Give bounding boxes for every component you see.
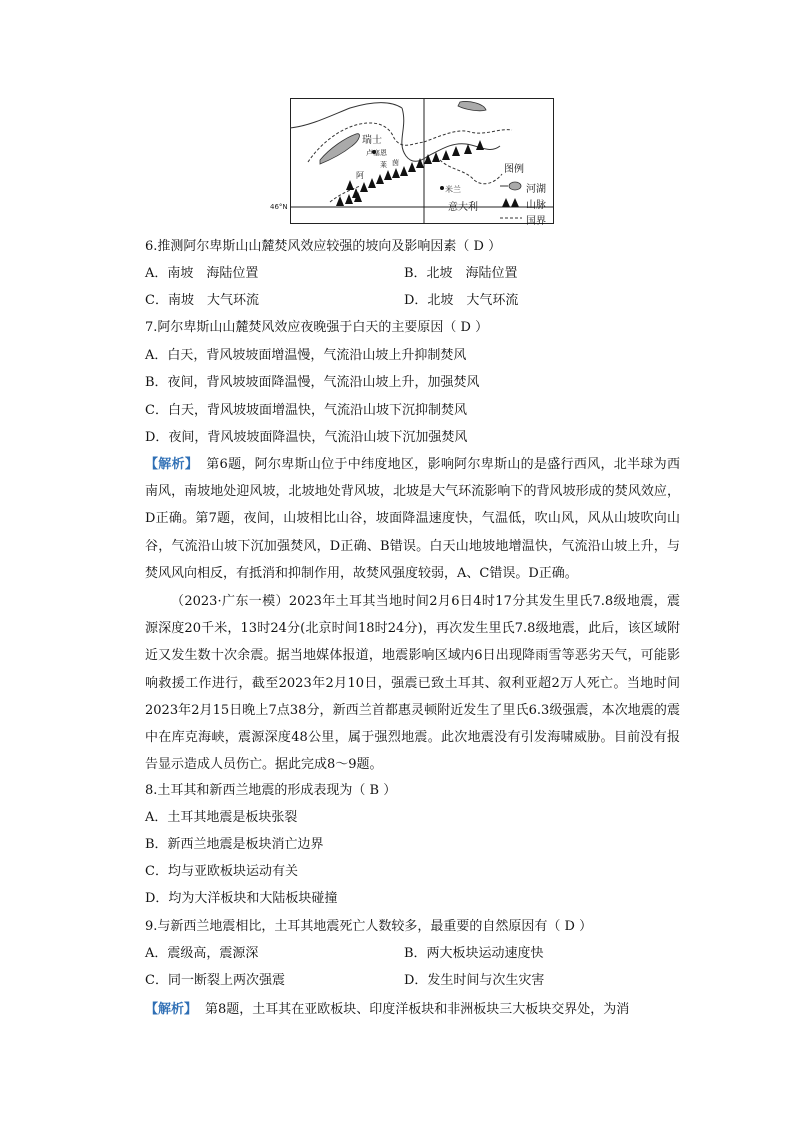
q7-option-d: D．夜间，背风坡坡面降温快，气流沿山坡下沉加强焚风	[145, 430, 468, 445]
analysis-2	[145, 996, 680, 1023]
analysis-1-text: 第6题，阿尔卑斯山位于中纬度地区，影响阿尔卑斯山的是盛行西风，北半球为西南风，南坡地处迎风坡，北坡地处背风坡，北坡是大气环流影响下的背风坡形成的焚风效应，D正确。第7题，夜间，山坡相比山谷，坡面降温速度快，气温低，吹山风，风从山坡吹向山谷，气流沿山坡下沉加强焚风，D正确、B错误。白天山地坡地增温快，气流沿山坡上升，与焚风风向相反，有抵消和抑制作用，故焚风强度较弱，A、C错误。D正确。	[145, 457, 680, 581]
q7-option-b: B．夜间，背风坡坡面降温慢，气流沿山坡上升，加强焚风	[145, 375, 480, 390]
q9-option-d: D．发生时间与次生灾害	[404, 973, 545, 988]
q8-option-c: C．均与亚欧板块运动有关	[145, 864, 298, 879]
q7-stem: 7.阿尔卑斯山山麓焚风效应夜晚强于白天的主要原因（ D ）	[145, 320, 489, 335]
map-label-city2: 阿	[356, 171, 364, 180]
material-paragraph: （2023·广东一模）2023年土耳其当地时间2月6日4时17分其发生里氏7.8级地震，震源深度20千米，13时24分(北京时间18时24分)，再次发生里氏7.8级地震，此后，该区域附近又发生数十次余震。据当地媒体报道，地震影响区域内6日出现降雨雪等恶劣天气，可能影响救援工作进行，截至2023年2月10日，强震已致土耳其、叙利亚超2万人死亡。当地时间2023年2月15日晚上7点38分，新西兰首都惠灵顿附近发生了里氏6.3级强震，本次地震的震中在库克海峡，震源深度48公里，属于强烈地震。此次地震没有引发海啸威胁。目前没有报告显示造成人员伤亡。据此完成8～9题。	[145, 594, 680, 773]
q7-option-a: A．白天，背风坡坡面增温慢，气流沿山坡上升抑制焚风	[145, 348, 467, 363]
q6-option-d: D．北坡 大气环流	[404, 293, 519, 308]
mountain-icon	[500, 196, 522, 208]
analysis-tag-2: 【解析】	[145, 1002, 198, 1017]
analysis-1	[145, 451, 680, 587]
border-line-icon	[500, 212, 522, 224]
q8-option-d: D．均为大洋板块和大陆板块碰撞	[145, 891, 338, 906]
q8-option-b: B．新西兰地震是板块消亡边界	[145, 837, 324, 852]
map-label-italy: 意大利	[448, 202, 478, 213]
analysis-tag: 【解析】	[145, 457, 199, 472]
q9-option-b: B．两大板块运动速度快	[404, 946, 544, 961]
map-label-river-b: 茵	[392, 159, 399, 167]
map-label-river-a: 莱	[380, 161, 387, 169]
q6-option-b: B．北坡 海陆位置	[404, 266, 518, 281]
map-label-swiss: 瑞士	[362, 135, 382, 146]
q6-option-a: A．南坡 海陆位置	[145, 266, 259, 281]
q8-option-a: A．土耳其地震是板块张裂	[145, 810, 298, 825]
map-label-milan: 米兰	[445, 185, 461, 194]
q6-stem: 6.推测阿尔卑斯山山麓焚风效应较强的坡向及影响因素（ D ）	[145, 239, 502, 254]
city-dot-milan	[440, 186, 444, 190]
map-label-mountains	[364, 184, 369, 185]
legend-title: 图例	[504, 164, 524, 175]
q9-option-a: A．震级高，震源深	[145, 946, 259, 961]
map-label-lucerne: 卢塞恩	[366, 149, 387, 157]
q9-stem: 9.与新西兰地震相比，土耳其地震死亡人数较多，最重要的自然原因有（ D ）	[145, 919, 593, 934]
lake-river-icon	[500, 180, 522, 192]
map-legend: 图例 河湖 山脉 国界	[500, 158, 590, 228]
q9-option-c: C．同一断裂上两次强震	[145, 973, 285, 988]
q7-option-c: C．白天，背风坡坡面增温快，气流沿山坡下沉抑制焚风	[145, 403, 467, 418]
map-label-latitude: 46°N	[270, 203, 288, 211]
q8-stem: 8.土耳其和新西兰地震的形成表现为（ B ）	[145, 783, 397, 798]
analysis-2-text: 第8题，土耳其在亚欧板块、印度洋板块和非洲板块三大板块交界处，为消	[205, 1002, 630, 1017]
q6-option-c: C．南坡 大气环流	[145, 293, 259, 308]
